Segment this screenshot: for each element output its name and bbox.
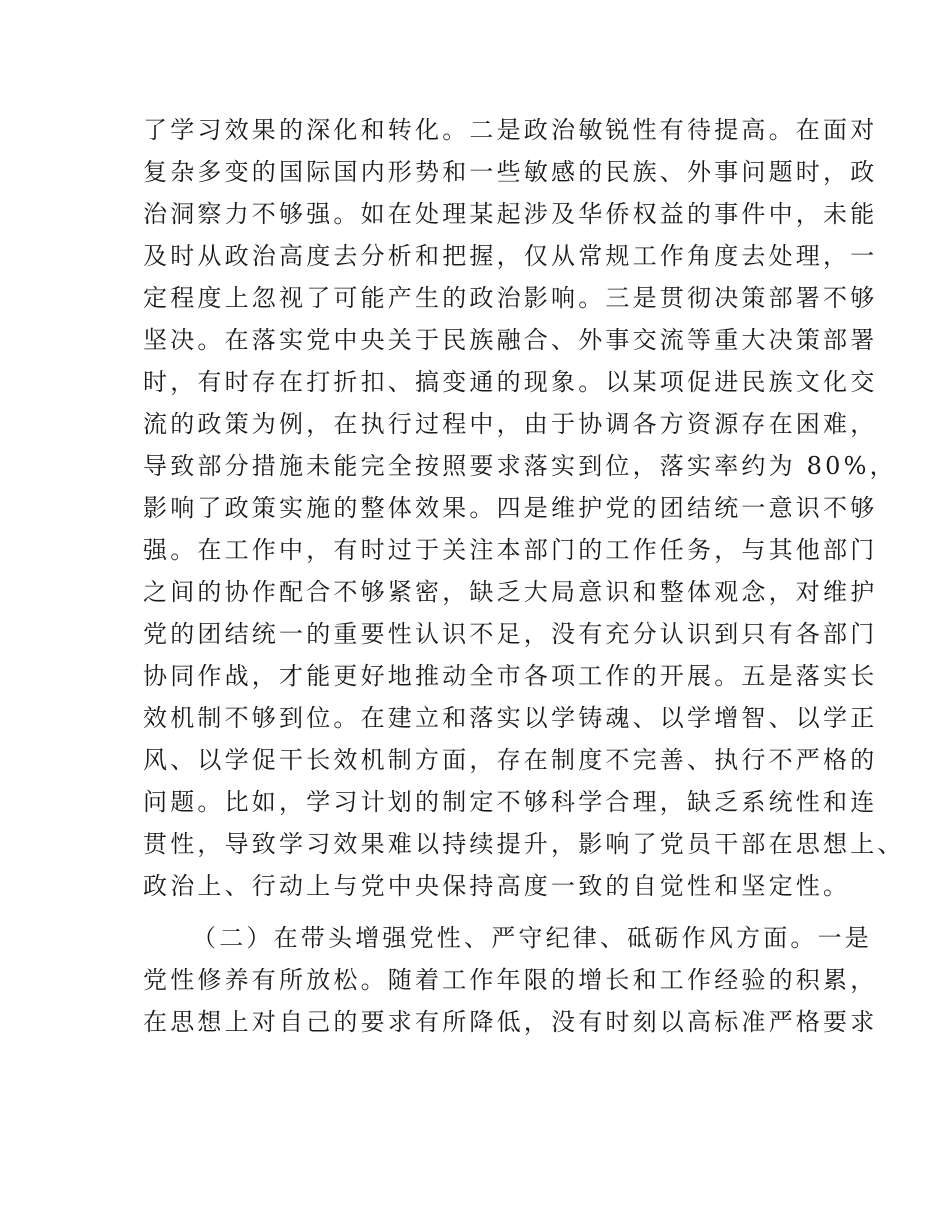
text-line: 之间的协作配合不够紧密，缺乏大局意识和整体观念，对维护 (143, 578, 878, 606)
text-line: 定程度上忽视了可能产生的政治影响。三是贯彻决策部署不够 (143, 284, 878, 312)
text-line: 复杂多变的国际国内形势和一些敏感的民族、外事问题时，政 (143, 158, 878, 186)
text-line: 党的团结统一的重要性认识不足，没有充分认识到只有各部门 (143, 620, 878, 648)
text-line: 政治上、行动上与党中央保持高度一致的自觉性和坚定性。 (143, 872, 851, 900)
text-line: 流的政策为例，在执行过程中，由于协调各方资源存在困难， (143, 410, 878, 438)
text-line: 在思想上对自己的要求有所降低，没有时刻以高标准严格要求 (143, 1008, 878, 1036)
text-line: 贯性，导致学习效果难以持续提升，影响了党员干部在思想上、 (143, 830, 905, 858)
text-line: 风、以学促干长效机制方面，存在制度不完善、执行不严格的 (143, 746, 878, 774)
text-line: 及时从政治高度去分析和把握，仅从常规工作角度去处理，一 (143, 242, 878, 270)
text-line: 强。在工作中，有时过于关注本部门的工作任务，与其他部门 (143, 536, 878, 564)
text-line: 坚决。在落实党中央关于民族融合、外事交流等重大决策部署 (143, 326, 878, 354)
text-line: 党性修养有所放松。随着工作年限的增长和工作经验的积累， (143, 966, 878, 994)
section-heading-line: （二）在带头增强党性、严守纪律、砥砺作风方面。一是 (192, 924, 872, 952)
text-line: 影响了政策实施的整体效果。四是维护党的团结统一意识不够 (143, 494, 878, 522)
text-line: 协同作战，才能更好地推动全市各项工作的开展。五是落实长 (143, 662, 878, 690)
text-line: 了学习效果的深化和转化。二是政治敏锐性有待提高。在面对 (143, 116, 878, 144)
text-line: 治洞察力不够强。如在处理某起涉及华侨权益的事件中，未能 (143, 200, 878, 228)
text-line: 效机制不够到位。在建立和落实以学铸魂、以学增智、以学正 (143, 704, 878, 732)
text-line: 问题。比如，学习计划的制定不够科学合理，缺乏系统性和连 (143, 788, 878, 816)
text-line: 时，有时存在打折扣、搞变通的现象。以某项促进民族文化交 (143, 368, 878, 396)
text-line: 导致部分措施未能完全按照要求落实到位，落实率约为 80%， (143, 452, 897, 480)
